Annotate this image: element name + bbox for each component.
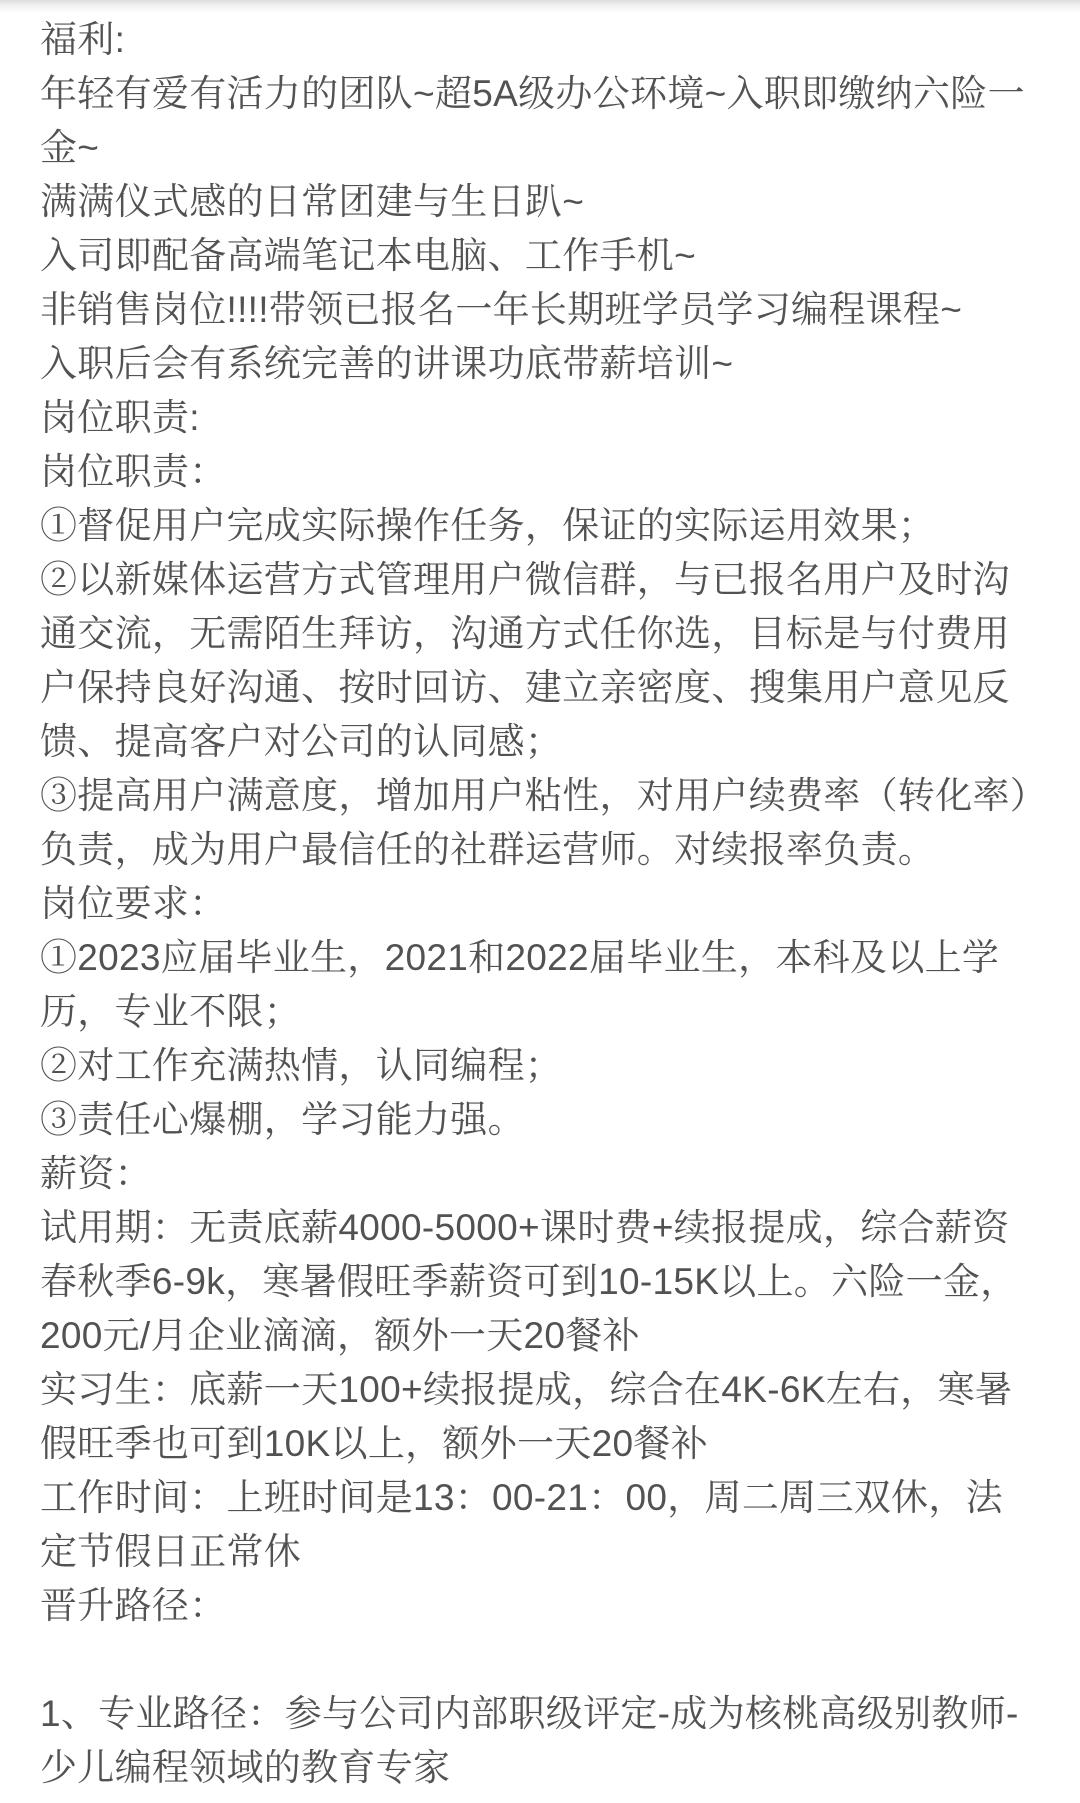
benefit-paid-training: 入职后会有系统完善的讲课功底带薪培训~ — [40, 343, 734, 384]
salary-heading: 薪资： — [40, 1153, 152, 1194]
promotion-path-heading: 晋升路径： — [40, 1585, 227, 1626]
benefits-heading: 福利: — [40, 19, 126, 60]
blank-line — [40, 1633, 1036, 1687]
requirement-item-3: ③责任心爆棚，学习能力强。 — [40, 1099, 525, 1140]
responsibilities-heading: 岗位职责: — [40, 397, 200, 438]
benefit-team-building: 满满仪式感的日常团建与生日趴~ — [40, 181, 585, 222]
promotion-path-professional: 1、专业路径：参与公司内部职级评定-成为核桃高级别教师-少儿编程领域的教育专家 — [40, 1693, 1019, 1788]
salary-probation: 试用期：无责底薪4000-5000+课时费+续报提成，综合薪资春秋季6-9k，寒暑假旺季薪资可到10-15K以上。六险一金，200元/月企业滴滴，额外一天20餐补 — [40, 1207, 1018, 1356]
salary-intern: 实习生：底薪一天100+续报提成，综合在4K-6K左右，寒暑假旺季也可到10K以上，额外一天20餐补 — [40, 1369, 1013, 1464]
requirement-item-2: ②对工作充满热情，认同编程； — [40, 1045, 563, 1086]
responsibility-item-1: ①督促用户完成实际操作任务，保证的实际运用效果； — [40, 505, 936, 546]
benefit-equipment: 入司即配备高端笔记本电脑、工作手机~ — [40, 235, 697, 276]
benefit-team-environment: 年轻有爱有活力的团队~超5A级办公环境~入职即缴纳六险一金~ — [40, 73, 1025, 168]
requirement-item-1: ①2023应届毕业生，2021和2022届毕业生，本科及以上学历，专业不限； — [40, 937, 1000, 1032]
responsibility-item-2: ②以新媒体运营方式管理用户微信群，与已报名用户及时沟通交流，无需陌生拜访，沟通方式任你选，目标是与付费用户保持良好沟通、按时回访、建立亲密度、搜集用户意见反馈、提高客户对公司的认同感； — [40, 559, 1010, 762]
requirements-heading: 岗位要求： — [40, 883, 227, 924]
responsibility-item-3: ③提高用户满意度，增加用户粘性，对用户续费率（转化率）负责，成为用户最信任的社群运营师。对续报率负责。 — [40, 775, 1029, 870]
responsibilities-heading-repeat: 岗位职责： — [40, 451, 227, 492]
working-hours: 工作时间：上班时间是13：00-21：00，周二周三双休，法定节假日正常休 — [40, 1477, 1003, 1572]
benefit-non-sales-note: 非销售岗位!!!!带领已报名一年长期班学员学习编程课程~ — [40, 289, 963, 330]
